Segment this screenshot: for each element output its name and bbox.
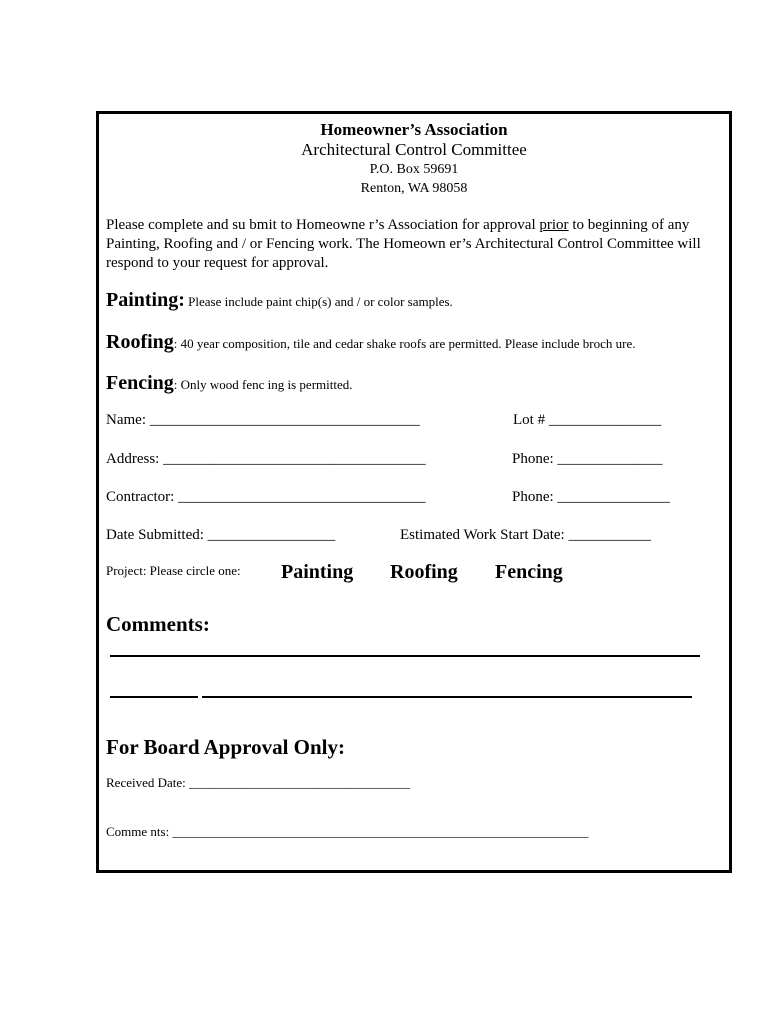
comment-line-2a[interactable]: [110, 696, 198, 698]
comment-line-1[interactable]: [110, 655, 700, 657]
lot-field[interactable]: [513, 412, 661, 429]
committee-name: Architectural Control Committee: [301, 140, 527, 159]
name-field[interactable]: [106, 412, 420, 429]
board-comments-field[interactable]: [106, 824, 588, 840]
contractor-blank[interactable]: _________________________________: [178, 489, 426, 505]
contractor-phone-field[interactable]: [512, 489, 670, 506]
intro-text-2: to beginning of any Painting, Roofing and / or Fencing work. The Homeown er’s Architectural Control Committee will respond to your request for approval.: [106, 217, 701, 271]
phone-label: Phone:: [512, 451, 554, 467]
name-blank[interactable]: ____________________________________: [149, 412, 420, 428]
address-label: Address:: [106, 451, 160, 467]
comment-line-2b[interactable]: [202, 696, 692, 698]
fencing-section: [106, 372, 353, 395]
intro-underlined: prior: [539, 217, 569, 233]
fencing-heading: Fencing: [106, 372, 174, 394]
start-date-label: Estimated Work Start Date:: [400, 527, 565, 543]
po-box: P.O. Box 59691: [369, 162, 459, 177]
project-option-painting[interactable]: Painting: [281, 561, 354, 583]
comments-heading: Comments:: [106, 612, 210, 636]
project-option-roofing[interactable]: Roofing: [390, 561, 458, 583]
contractor-phone-blank[interactable]: _______________: [557, 489, 670, 505]
lot-label: Lot #: [513, 412, 546, 428]
received-date-field[interactable]: [106, 775, 410, 791]
lot-blank[interactable]: _______________: [548, 412, 662, 428]
received-date-label: Received Date:: [106, 775, 186, 790]
start-date-blank[interactable]: ___________: [568, 527, 651, 543]
board-comments-label: Comme nts:: [106, 824, 170, 839]
city-state: Renton, WA 98058: [360, 181, 468, 196]
intro-text-1: Please complete and su bmit to Homeowne r’s Association for approval: [106, 217, 540, 233]
address-blank[interactable]: ___________________________________: [163, 451, 426, 467]
painting-section: [106, 289, 453, 312]
organization-name: Homeowner’s Association: [320, 120, 508, 139]
painting-heading: Painting:: [106, 289, 185, 311]
address-field[interactable]: [106, 451, 426, 468]
date-submitted-field[interactable]: [106, 527, 335, 544]
contractor-field[interactable]: [106, 489, 426, 506]
painting-text: Please include paint chip(s) and / or color samples.: [184, 294, 453, 309]
roofing-heading: Roofing: [106, 331, 174, 353]
received-date-blank[interactable]: __________________________________: [189, 775, 411, 790]
phone-field[interactable]: [512, 451, 662, 468]
roofing-text: : 40 year composition, tile and cedar shake roofs are permitted. Please include broch ure.: [173, 336, 636, 351]
contractor-phone-label: Phone:: [512, 489, 554, 505]
contractor-label: Contractor:: [106, 489, 175, 505]
project-label: Project: Please circle one:: [106, 563, 241, 578]
approval-form: [96, 111, 732, 873]
date-submitted-blank[interactable]: _________________: [207, 527, 336, 543]
roofing-section: [106, 331, 636, 354]
fencing-text: : Only wood fenc ing is permitted.: [173, 377, 353, 392]
project-option-fencing[interactable]: Fencing: [495, 561, 563, 583]
board-approval-heading: For Board Approval Only:: [106, 735, 346, 759]
intro-paragraph: [106, 216, 726, 273]
board-comments-blank[interactable]: ________________________________________________________________: [172, 824, 589, 839]
name-label: Name:: [106, 412, 146, 428]
start-date-field[interactable]: [400, 527, 651, 544]
date-submitted-label: Date Submitted:: [106, 527, 204, 543]
phone-blank[interactable]: ______________: [557, 451, 663, 467]
